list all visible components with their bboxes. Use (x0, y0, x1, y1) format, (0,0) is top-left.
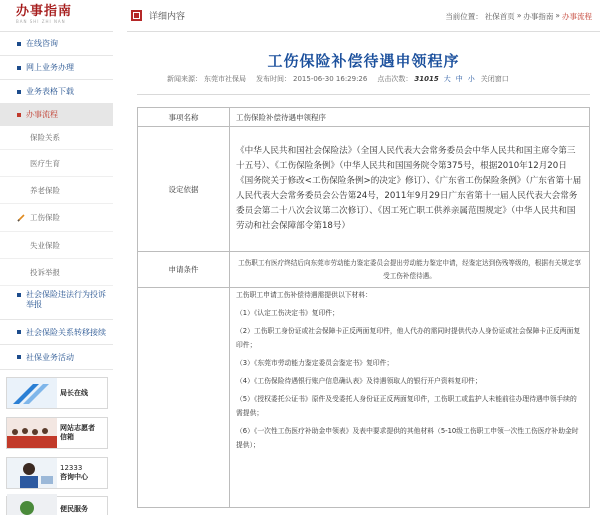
source-label: 新闻来源： (167, 75, 202, 83)
row-label: 事项名称 (138, 108, 230, 127)
sub-item-label: 医疗生育 (30, 158, 60, 168)
brand-title: 办事指南 (16, 4, 73, 19)
font-size-large[interactable]: 大 (443, 75, 451, 83)
sub-item-complaint[interactable] (0, 259, 113, 286)
views-label: 点击次数： (377, 75, 413, 83)
font-size-small[interactable]: 小 (467, 75, 475, 83)
sub-item-label: 工伤保险 (30, 213, 60, 222)
section-tag-icon (131, 10, 142, 21)
sidebar-item-label: 社保业务活动 (26, 352, 74, 362)
sidebar-item-label: 办事流程 (26, 110, 58, 119)
breadcrumb (445, 11, 592, 22)
sub-item-label: 保险关系 (30, 133, 60, 142)
main-content (127, 0, 600, 515)
procedure-table (137, 107, 590, 508)
sub-item-unemployment[interactable] (0, 232, 113, 259)
sidebar-item-online-business[interactable] (0, 56, 113, 80)
breadcrumb-home[interactable]: 社保首页 (484, 12, 515, 21)
table-row (138, 108, 590, 127)
row-value (230, 288, 590, 508)
sidebar-item-label: 网上业务办理 (26, 63, 74, 72)
brand-subtitle: BAN SHI ZHI NAN (16, 19, 66, 24)
time-label: 发布时间： (256, 75, 291, 83)
materials-intro: 工伤职工申请工伤补偿待遇需提供以下材料： (236, 291, 372, 299)
section-title: 详细内容 (149, 12, 186, 22)
consultant-photo-icon (7, 458, 57, 488)
source-value: 东莞市社保局 (204, 75, 246, 83)
sidebar-item-transfer[interactable] (0, 320, 113, 345)
row-label (138, 288, 230, 508)
material-item: （6）《一次性工伤医疗补助金申领表》及表中要求提供的其他材料（5-10级工伤职工申领一次性工伤医疗补助金时提供）； (236, 427, 579, 449)
sub-item-label: 投诉举报 (30, 267, 60, 277)
sidebar-item-label: 在线咨询 (26, 39, 58, 48)
row-value: 工伤职工有医疗终结后向东莞市劳动能力鉴定委员会提出劳动能力鉴定申请，经鉴定达到伤残等级的，根据有关规定享受工伤补偿待遇。 (230, 252, 590, 288)
material-item: （4）《工伤保险待遇银行账户信息确认表》及待遇领取人的银行开户资料复印件； (236, 377, 482, 385)
service-photo-icon (7, 494, 57, 515)
views-count: 31015 (414, 75, 439, 83)
breadcrumb-separator: » (555, 11, 560, 20)
breadcrumb-current[interactable]: 办事流程 (562, 12, 592, 21)
bullet-icon (17, 66, 21, 70)
bullet-icon (17, 355, 21, 359)
convenience-service-banner[interactable]: 便民服务 (6, 496, 108, 515)
font-size-medium[interactable]: 中 (455, 75, 463, 83)
row-label: 设定依据 (138, 127, 230, 252)
bullet-icon (17, 113, 21, 117)
article-meta (167, 74, 509, 84)
time-value: 2015-06-30 16:29:26 (293, 75, 368, 83)
pencil-icon (17, 214, 25, 222)
close-window-link[interactable]: 关闭窗口 (480, 75, 509, 83)
consult-center-banner[interactable]: 12333 咨询中心 (6, 457, 108, 489)
sidebar-item-label: 社会保险违法行为投诉 举报 (26, 290, 106, 309)
row-value: 《中华人民共和国社会保险法》（全国人民代表大会常务委员会中华人民共和国主席令第三十五号）、《工伤保险条例》（中华人民共和国国务院令第375号，根据2010年12月20日《国务院关于修改<工伤保险条例>的决定》修订）、《广东省工伤保险条例》（广东省第十届人民代表大会常务委员会公告第24号，2011年9月29日广东省第十一届人民代表大会常务委员会第二十八次会议第二次修订）、《因工死亡职工供养亲属范围规定》（中华人民共和国劳动和社会保障部令第18号） (230, 127, 590, 252)
material-item: （1）《认定工伤决定书》复印件； (236, 309, 339, 317)
divider (137, 94, 590, 95)
sidebar-item-activities[interactable] (0, 345, 113, 370)
sidebar-item-label: 社会保险关系转移接续 (26, 327, 106, 337)
sub-item-label: 失业保险 (30, 240, 60, 250)
row-label: 申请条件 (138, 252, 230, 288)
material-item: （5）《授权委托公证书》原件及受委托人身份证正反两面复印件，工伤职工或监护人未能前往办理待遇申领手续的需提供； (236, 395, 577, 417)
sidebar-item-label: 业务表格下载 (26, 87, 74, 96)
sidebar-item-online-consult[interactable] (0, 32, 113, 56)
sub-item-insurance-relation[interactable] (0, 126, 113, 150)
volunteers-photo-icon (7, 418, 57, 448)
sub-item-medical-maternity[interactable] (0, 150, 113, 177)
sidebar-item-violation-report[interactable] (0, 286, 113, 320)
bullet-icon (17, 42, 21, 46)
table-row (138, 252, 590, 288)
row-value: 工伤保险补偿待遇申领程序 (230, 108, 590, 127)
sub-item-label: 养老保险 (30, 185, 60, 195)
breadcrumb-guide[interactable]: 办事指南 (523, 12, 554, 21)
material-item: （3）《东莞市劳动能力鉴定委员会鉴定书》复印件； (236, 359, 394, 367)
sub-item-work-injury[interactable] (0, 204, 113, 232)
table-row (138, 127, 590, 252)
table-row (138, 288, 590, 508)
sidebar-item-form-download[interactable] (0, 80, 113, 104)
bullet-icon (17, 90, 21, 94)
material-item: （2）工伤职工身份证或社会保障卡正反两面复印件，他人代办的需同时提供代办人身份证或社会保障卡正反两面复印件； (236, 327, 581, 349)
article-title: 工伤保险补偿待遇申领程序 (267, 52, 460, 70)
bullet-icon (17, 293, 21, 297)
sidebar (0, 0, 113, 515)
breadcrumb-separator: » (516, 11, 522, 20)
brand-header (0, 0, 113, 32)
bullet-icon (17, 330, 21, 334)
breadcrumb-prefix: 当前位置： (445, 12, 483, 21)
content-header (127, 0, 600, 32)
director-online-banner[interactable]: 局长在线 (6, 377, 108, 409)
sidebar-item-process[interactable] (0, 104, 113, 126)
director-photo-icon (7, 378, 57, 408)
sub-item-pension[interactable] (0, 177, 113, 204)
volunteer-mailbox-banner[interactable]: 网站志愿者 信箱 (6, 417, 108, 449)
